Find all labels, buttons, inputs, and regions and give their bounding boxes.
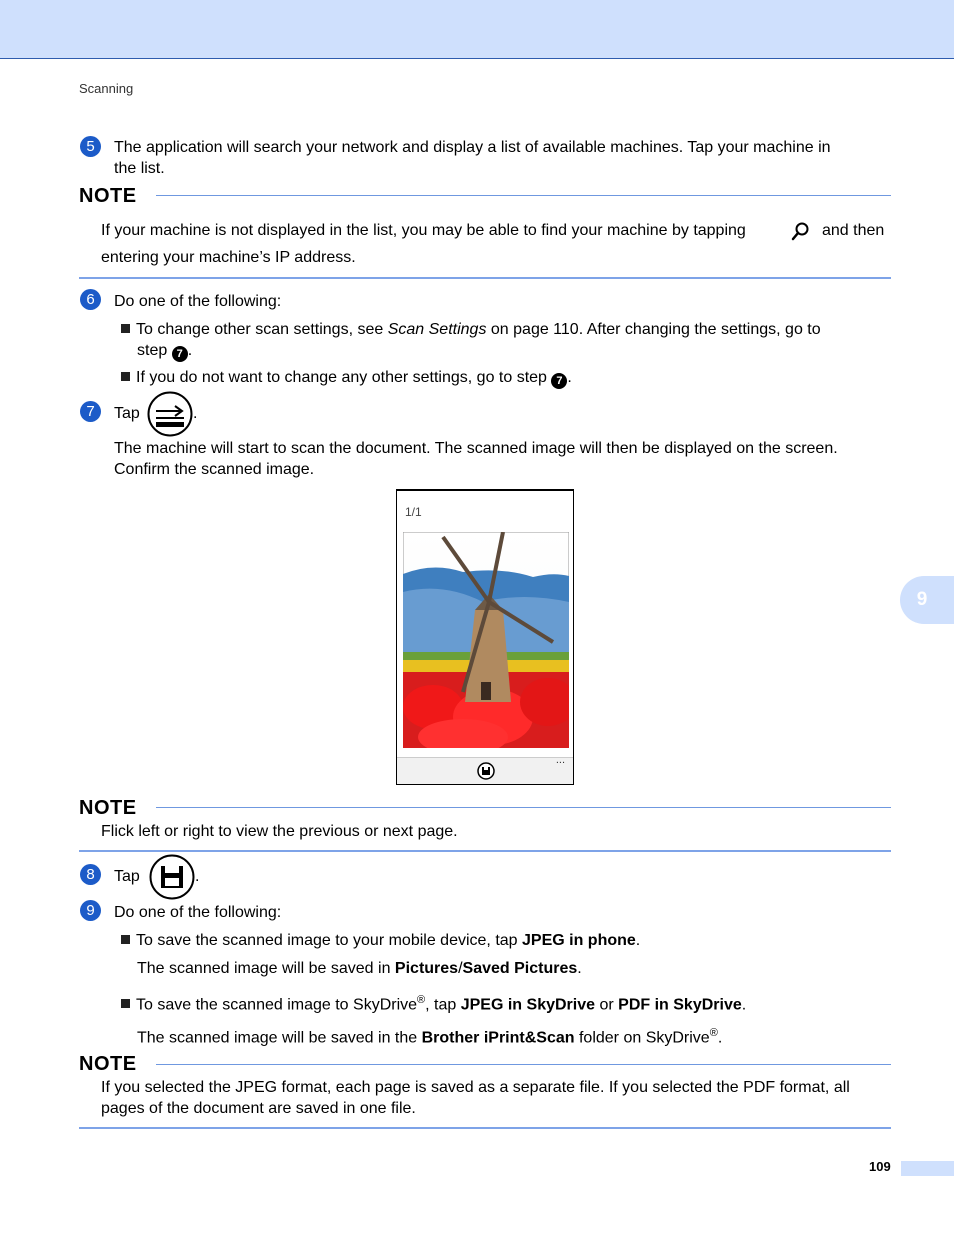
page-number: 109 bbox=[869, 1159, 891, 1174]
note1-text-1b: and then bbox=[822, 222, 885, 239]
step-number-8: 8 bbox=[80, 864, 101, 885]
note3-text-2: pages of the document are saved in one file. bbox=[101, 1100, 416, 1117]
step-number-7: 7 bbox=[80, 401, 101, 422]
step9-intro: Do one of the following: bbox=[114, 904, 282, 921]
step9-bullet-1: To save the scanned image to your mobile device, tap JPEG in phone. bbox=[121, 930, 640, 951]
save-icon bbox=[477, 762, 495, 780]
note-header-line bbox=[156, 807, 891, 808]
bullet-square bbox=[121, 324, 130, 333]
step-ref-7: 7 bbox=[172, 346, 188, 362]
step7-desc-1: The machine will start to scan the document. The scanned image will then be displayed on the screen. bbox=[114, 440, 838, 457]
chapter-tab: 9 bbox=[900, 576, 954, 624]
period: . bbox=[195, 868, 200, 885]
step6-bullet-2: If you do not want to change any other settings, go to step 7 . bbox=[121, 367, 572, 389]
step8-tap: Tap bbox=[114, 868, 140, 885]
step5-text-2: the list. bbox=[114, 160, 165, 177]
scanned-windmill-image bbox=[403, 532, 569, 748]
step6-bullet-1-cont: step 7 . bbox=[137, 342, 193, 360]
note-end-rule bbox=[79, 850, 891, 852]
note-title: NOTE bbox=[79, 797, 137, 819]
note-title: NOTE bbox=[79, 1053, 137, 1075]
page-number-band bbox=[901, 1161, 954, 1176]
period: . bbox=[193, 405, 198, 422]
header-band bbox=[0, 0, 954, 59]
scan-button-icon bbox=[147, 391, 193, 437]
step5-text-1: The application will search your network and display a list of available machines. Tap your machine in bbox=[114, 139, 831, 156]
note1-text-1: If your machine is not displayed in the list, you may be able to find your machine by tapping bbox=[101, 222, 746, 239]
bullet-square bbox=[121, 999, 130, 1008]
step6-intro: Do one of the following: bbox=[114, 293, 282, 310]
more-menu: ... bbox=[555, 754, 565, 766]
phone-screenshot bbox=[396, 489, 574, 785]
note-end-rule bbox=[79, 1127, 891, 1129]
note2-text: Flick left or right to view the previous or next page. bbox=[101, 823, 458, 840]
note-title: NOTE bbox=[79, 185, 137, 207]
step7-tap: Tap bbox=[114, 405, 140, 422]
step-ref-7: 7 bbox=[551, 373, 567, 389]
save-button-icon bbox=[149, 854, 195, 900]
note1-text-2: entering your machine’s IP address. bbox=[101, 249, 356, 266]
note3-text-1: If you selected the JPEG format, each page is saved as a separate file. If you selected the PDF format, all bbox=[101, 1079, 850, 1096]
step9-bullet-2-sub: The scanned image will be saved in the Brother iPrint&Scan folder on SkyDrive®. bbox=[137, 1027, 723, 1047]
step7-desc-2: Confirm the scanned image. bbox=[114, 461, 315, 478]
step-number-5: 5 bbox=[80, 136, 101, 157]
bullet-square bbox=[121, 935, 130, 944]
phone-app-bar bbox=[397, 754, 573, 784]
note-header-line bbox=[156, 1064, 891, 1065]
step9-bullet-1-sub: The scanned image will be saved in Pictures/Saved Pictures. bbox=[137, 960, 582, 977]
note-header-line bbox=[156, 195, 891, 196]
section-title: Scanning bbox=[79, 81, 134, 96]
page-counter: 1/1 bbox=[405, 505, 422, 519]
step9-bullet-2: To save the scanned image to SkyDrive®, tap JPEG in SkyDrive or PDF in SkyDrive. bbox=[121, 990, 746, 1015]
step6-bullet-1: To change other scan settings, see Scan Settings on page 110. After changing the settings, go to bbox=[121, 319, 821, 340]
search-icon bbox=[790, 220, 812, 242]
step-number-9: 9 bbox=[80, 900, 101, 921]
note-end-rule bbox=[79, 277, 891, 279]
step-number-6: 6 bbox=[80, 289, 101, 310]
bullet-square bbox=[121, 372, 130, 381]
